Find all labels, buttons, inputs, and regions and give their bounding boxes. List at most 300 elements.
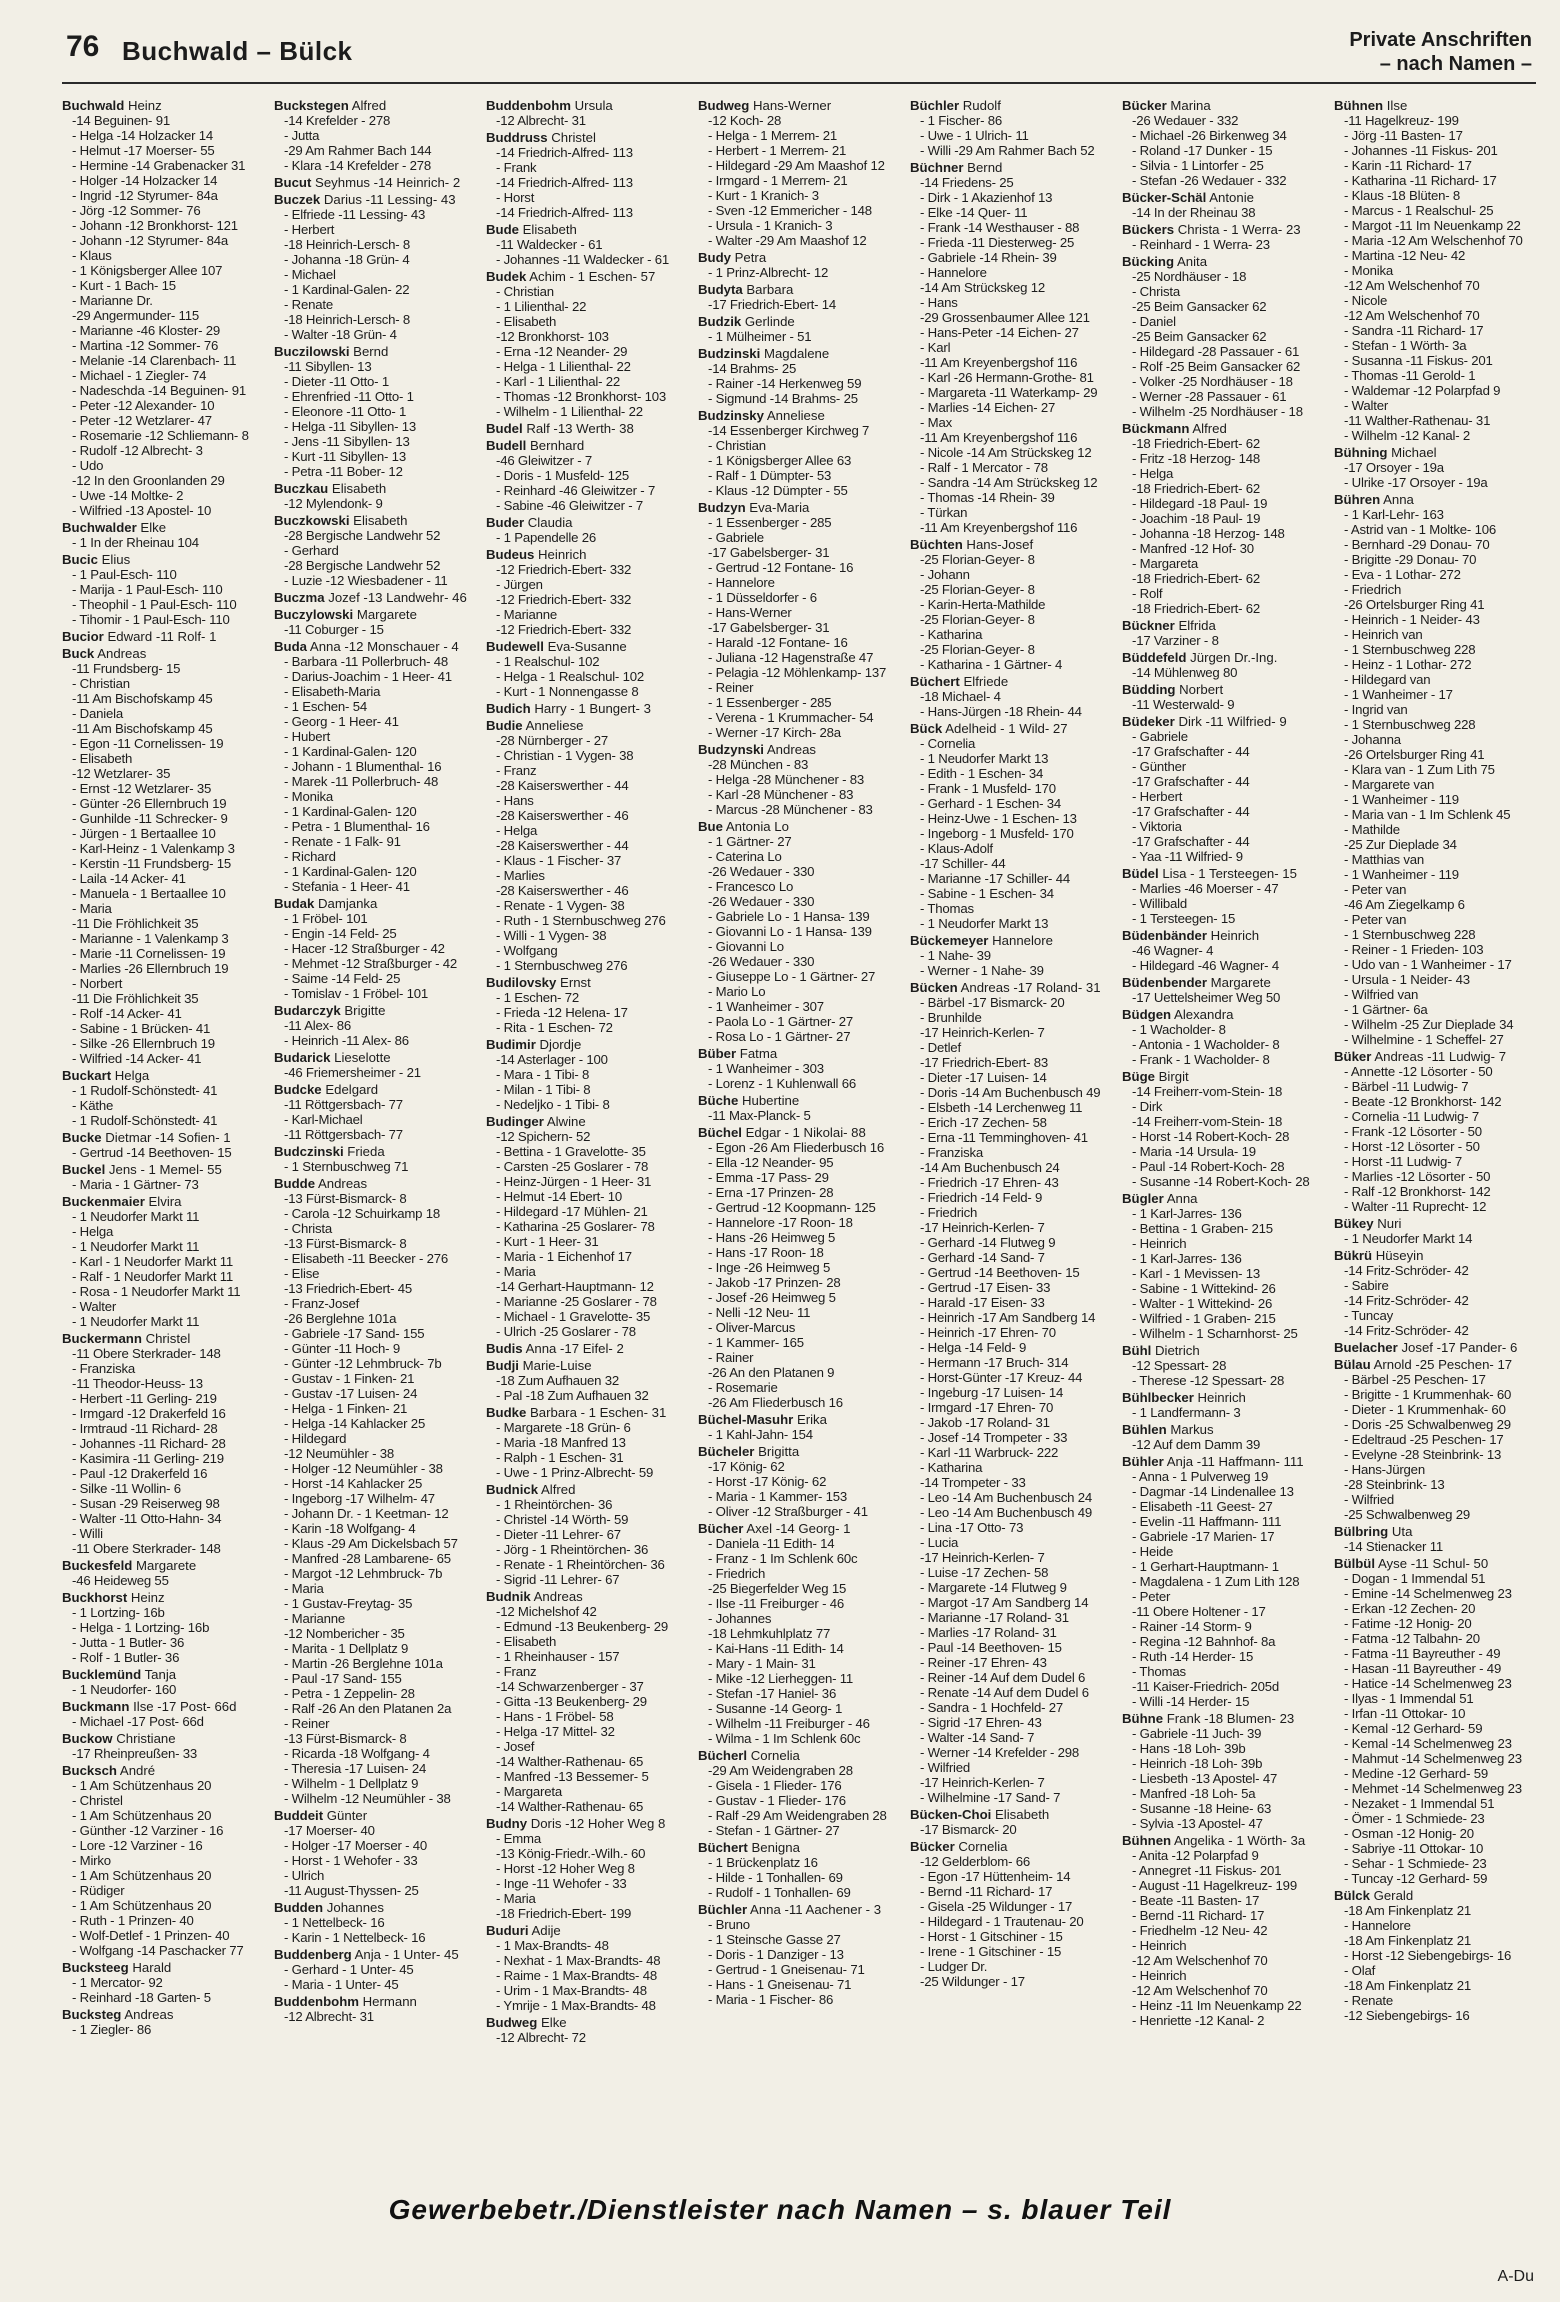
entry-address-line: - Ralph - 1 Eschen- 31 xyxy=(496,1450,624,1465)
entry-address-line: - Helga xyxy=(1132,466,1174,481)
entry-given-name: Heinz xyxy=(127,98,162,113)
entry-address-line: - Fatma -11 Bayreuther - 49 xyxy=(1344,1646,1501,1661)
entry-given-name: Dietrich xyxy=(1154,1343,1200,1358)
entry-address-line: - Horst xyxy=(496,190,535,205)
entry-address-line: - Paul -12 Drakerfeld 16 xyxy=(72,1466,208,1481)
entry-address-line: - Christa xyxy=(284,1221,333,1236)
entry-address-line: - Tuncay -12 Gerhard- 59 xyxy=(1344,1871,1488,1886)
entry-address-line: - Thomas xyxy=(1132,1664,1186,1679)
entry-address-line: - Renate xyxy=(1344,1993,1393,2008)
entry-given-name: Harry - 1 Bungert- 3 xyxy=(534,701,651,716)
entry-address-line: - Harald -12 Fontane- 16 xyxy=(708,635,848,650)
entry-address-line: - Horst -17 König- 62 xyxy=(708,1474,827,1489)
entry-address-line: -11 Theodor-Heuss- 13 xyxy=(72,1376,203,1391)
directory-entry xyxy=(274,513,476,588)
entry-given-name: Heinrich xyxy=(1210,928,1260,943)
entry-surname: Büdgen xyxy=(1122,1007,1172,1022)
entry-address-line: - Emma xyxy=(496,1831,541,1846)
entry-surname: Buduri xyxy=(486,1923,529,1938)
entry-name-line xyxy=(698,1902,900,1917)
entry-address-line: - Pelagia -12 Möhlenkamp- 137 xyxy=(708,665,887,680)
entry-address-line: - Heinrich - 1 Neider- 43 xyxy=(1344,612,1480,627)
entry-surname: Büchler xyxy=(910,98,960,113)
directory-entry xyxy=(698,282,900,312)
entry-address-line: - Nicole -14 Am Strückskeg 12 xyxy=(920,445,1092,460)
entry-surname: Bückmann xyxy=(1122,421,1190,436)
section-heading xyxy=(1349,28,1532,76)
entry-address-line: - Franz-Josef xyxy=(284,1296,360,1311)
entry-given-name: Frieda xyxy=(347,1144,385,1159)
entry-address-line: - Johanna -18 Grün- 4 xyxy=(284,252,410,267)
entry-address-line: - Willi - 1 Vygen- 38 xyxy=(496,928,607,943)
entry-address-line: - Wilfried xyxy=(920,1760,971,1775)
directory-entry xyxy=(486,1358,688,1403)
entry-address-line: - Rolf -25 Beim Gansacker 62 xyxy=(1132,359,1301,374)
entry-address-line: - Horst-Günter -17 Kreuz- 44 xyxy=(920,1370,1083,1385)
directory-entry xyxy=(910,1807,1112,1837)
entry-address-line: -17 Schiller- 44 xyxy=(920,856,1006,871)
entry-address-line: - Kurt - 1 Bach- 15 xyxy=(72,278,176,293)
entry-address-line: -11 Sibyllen- 13 xyxy=(284,359,372,374)
entry-address-line: - Cornelia -11 Ludwig- 7 xyxy=(1344,1109,1479,1124)
entry-address-line: - Thomas xyxy=(920,901,974,916)
entry-name-line xyxy=(1334,1524,1536,1539)
entry-address-line: - Ralf -29 Am Weidengraben 28 xyxy=(708,1808,887,1823)
entry-address-line: -28 Bergische Landwehr 52 xyxy=(284,528,441,543)
entry-address-line: - Heinz-Jürgen - 1 Heer- 31 xyxy=(496,1174,652,1189)
directory-entry xyxy=(274,1050,476,1080)
entry-address-line: - Thomas -12 Bronkhorst- 103 xyxy=(496,389,667,404)
entry-surname: Bühren xyxy=(1334,492,1381,507)
entry-address-line: -26 Wedauer - 330 xyxy=(708,954,815,969)
entry-address-line: - Mehmet -14 Schelmenweg 23 xyxy=(1344,1781,1522,1796)
entry-address-line: -11 Röttgersbach- 77 xyxy=(284,1127,403,1142)
entry-name-line xyxy=(274,192,476,207)
directory-entry xyxy=(1122,222,1324,252)
entry-address-line: - Heinrich van xyxy=(1344,627,1423,642)
entry-address-line: -25 Zur Dieplade 34 xyxy=(1344,837,1457,852)
entry-surname: Budek xyxy=(486,269,527,284)
directory-entry xyxy=(1334,1524,1536,1554)
directory-column xyxy=(910,98,1112,2178)
entry-address-line: -12 Albrecht- 31 xyxy=(284,2009,374,2024)
entry-given-name: Erika xyxy=(796,1412,827,1427)
entry-address-line: - Marlies xyxy=(496,868,545,883)
directory-entry xyxy=(274,639,476,894)
entry-given-name: Cornelia xyxy=(958,1839,1008,1854)
entry-address-line: - Horst -12 Siebengebirgs- 16 xyxy=(1344,1948,1512,1963)
entry-address-line: - 1 Wanheimer - 307 xyxy=(708,999,824,1014)
entry-surname: Büche xyxy=(698,1093,739,1108)
entry-address-line: -18 Friedrich-Ebert- 62 xyxy=(1132,601,1261,616)
entry-address-line: - Silke -26 Ellernbruch 19 xyxy=(72,1036,215,1051)
entry-given-name: Christa - 1 Werra- 23 xyxy=(1177,222,1301,237)
directory-entry xyxy=(910,674,1112,719)
directory-entry xyxy=(698,742,900,817)
entry-surname: Budell xyxy=(486,438,527,453)
entry-address-line: - Mathilde xyxy=(1344,822,1400,837)
entry-address-line: - Renate - 1 Vygen- 38 xyxy=(496,898,625,913)
entry-address-line: - Willi -29 Am Rahmer Bach 52 xyxy=(920,143,1095,158)
entry-name-line xyxy=(62,1590,264,1605)
entry-address-line: - Josef xyxy=(496,1739,535,1754)
entry-surname: Budarick xyxy=(274,1050,331,1065)
entry-address-line: - Gerhard -14 Flutweg 9 xyxy=(920,1235,1056,1250)
entry-address-line: - Petra -11 Bober- 12 xyxy=(284,464,403,479)
entry-address-line: -14 Walther-Rathenau- 65 xyxy=(496,1799,644,1814)
entry-name-line xyxy=(910,537,1112,552)
entry-surname: Buckesfeld xyxy=(62,1558,133,1573)
entry-name-line xyxy=(1122,682,1324,697)
entry-address-line: - Wilfried van xyxy=(1344,987,1419,1002)
entry-address-line: - Kurt - 1 Heer- 31 xyxy=(496,1234,599,1249)
entry-surname: Buckart xyxy=(62,1068,112,1083)
entry-address-line: - Horst -14 Kahlacker 25 xyxy=(284,1476,423,1491)
entry-name-line xyxy=(62,1162,264,1177)
entry-address-line: - Wilfried xyxy=(1344,1492,1395,1507)
entry-address-line: - Susanna -11 Fiskus- 201 xyxy=(1344,353,1493,368)
entry-surname: Bülck xyxy=(1334,1888,1370,1903)
entry-address-line: - Rolf -14 Acker- 41 xyxy=(72,1006,182,1021)
entry-address-line: -17 König- 62 xyxy=(708,1459,785,1474)
entry-name-line xyxy=(486,1341,688,1356)
entry-address-line: - Harald -17 Eisen- 33 xyxy=(920,1295,1045,1310)
entry-address-line: -12 Auf dem Damm 39 xyxy=(1132,1437,1261,1452)
entry-address-line: - Petra - 1 Zeppelin- 28 xyxy=(284,1686,415,1701)
entry-address-line: - Walter -11 Ruprecht- 12 xyxy=(1344,1199,1487,1214)
entry-address-line: - Irfan -11 Ottokar- 10 xyxy=(1344,1706,1466,1721)
entry-address-line: - Manuela - 1 Bertaallee 10 xyxy=(72,886,226,901)
entry-address-line: - Matthias van xyxy=(1344,852,1425,867)
entry-given-name: Anja - 1 Unter- 45 xyxy=(354,1947,459,1962)
entry-address-line: - Carola -12 Schuirkamp 18 xyxy=(284,1206,441,1221)
entry-address-line: - Karl -28 Münchener - 83 xyxy=(708,787,854,802)
directory-entry xyxy=(62,1731,264,1761)
entry-address-line: - Helga -14 Kahlacker 25 xyxy=(284,1416,426,1431)
entry-address-line: -12 In den Groonlanden 29 xyxy=(72,473,225,488)
entry-name-line xyxy=(698,1521,900,1536)
directory-entry xyxy=(1122,1069,1324,1189)
entry-address-line: - Regina -12 Bahnhof- 8a xyxy=(1132,1634,1276,1649)
entry-address-line: - Maria van - 1 Im Schlenk 45 xyxy=(1344,807,1511,822)
entry-address-line: - Urim - 1 Max-Brandts- 48 xyxy=(496,1983,647,1998)
directory-entry xyxy=(274,896,476,1001)
entry-address-line: - Heinrich xyxy=(1132,1938,1187,1953)
entry-given-name: Djordje xyxy=(539,1037,582,1052)
entry-surname: Bücker xyxy=(910,1839,955,1854)
entry-surname: Büchert xyxy=(698,1840,748,1855)
entry-address-line: - Hildegard -46 Wagner- 4 xyxy=(1132,958,1279,973)
entry-address-line: -18 Friedrich-Ebert- 62 xyxy=(1132,436,1261,451)
entry-address-line: -17 Friedrich-Ebert- 83 xyxy=(920,1055,1049,1070)
entry-given-name: Elfriede xyxy=(963,674,1009,689)
directory-entry xyxy=(486,1589,688,1814)
entry-given-name: Petra xyxy=(734,250,767,265)
entry-surname: Buckmann xyxy=(62,1699,130,1714)
directory-entry xyxy=(698,98,900,248)
page-number: 76 xyxy=(66,30,100,63)
entry-address-line: - Josef -14 Trompeter - 33 xyxy=(920,1430,1068,1445)
directory-entry xyxy=(62,1130,264,1160)
entry-given-name: Andreas xyxy=(97,646,147,661)
entry-surname: Budeus xyxy=(486,547,535,562)
entry-address-line: - 1 Wanheimer - 119 xyxy=(1344,792,1459,807)
directory-entry xyxy=(486,547,688,637)
entry-given-name: Ursula xyxy=(574,98,613,113)
entry-address-line: - 1 Paul-Esch- 110 xyxy=(72,567,177,582)
entry-address-line: - Laila -14 Acker- 41 xyxy=(72,871,186,886)
entry-given-name: Antonia Lo xyxy=(725,819,789,834)
entry-given-name: Barbara - 1 Eschen- 31 xyxy=(529,1405,667,1420)
entry-address-line: -46 Heideweg 55 xyxy=(72,1573,169,1588)
entry-address-line: - Wolf-Detlef - 1 Prinzen- 40 xyxy=(72,1928,230,1943)
entry-address-line: - Tomislav - 1 Fröbel- 101 xyxy=(284,986,429,1001)
entry-address-line: - Dieter -17 Luisen- 14 xyxy=(920,1070,1047,1085)
entry-address-line: -14 Stienacker 11 xyxy=(1344,1539,1443,1554)
entry-given-name: Marina xyxy=(1170,98,1211,113)
entry-surname: Budczinski xyxy=(274,1144,344,1159)
entry-address-line: - Sandra - 1 Hochfeld- 27 xyxy=(920,1700,1064,1715)
entry-address-line: -14 Freiherr-vom-Stein- 18 xyxy=(1132,1084,1283,1099)
directory-entry xyxy=(62,520,264,550)
entry-address-line: -26 Am Fliederbusch 16 xyxy=(708,1395,843,1410)
entry-name-line xyxy=(1122,222,1324,237)
entry-name-line xyxy=(274,896,476,911)
entry-address-line: - Kurt - 1 Nonnengasse 8 xyxy=(496,684,639,699)
directory-entry xyxy=(274,192,476,342)
entry-address-line: - Ralf - 1 Neudorfer Markt 11 xyxy=(72,1269,234,1284)
entry-address-line: -11 Am Kreyenbergshof 116 xyxy=(920,355,1078,370)
entry-address-line: - Ömer - 1 Schmiede- 23 xyxy=(1344,1811,1485,1826)
entry-address-line: -17 Heinrich-Kerlen- 7 xyxy=(920,1775,1045,1790)
entry-address-line: - Erna -17 Prinzen- 28 xyxy=(708,1185,834,1200)
entry-address-line: - Marianne -17 Roland- 31 xyxy=(920,1610,1069,1625)
directory-entry xyxy=(1334,1216,1536,1246)
entry-address-line: - Margareta xyxy=(496,1784,562,1799)
entry-given-name: Hans-Josef xyxy=(966,537,1034,552)
entry-address-line: -11 Obere Sterkrader- 148 xyxy=(72,1541,221,1556)
entry-name-line xyxy=(274,639,476,654)
entry-surname: Budden xyxy=(274,1900,324,1915)
directory-entry xyxy=(698,1840,900,1900)
entry-address-line: - Hacer -12 Straßburger - 42 xyxy=(284,941,445,956)
entry-address-line: -28 Steinbrink- 13 xyxy=(1344,1477,1445,1492)
entry-address-line: - Marlies -46 Moerser - 47 xyxy=(1132,881,1279,896)
entry-address-line: - Inge -26 Heimweg 5 xyxy=(708,1260,831,1275)
entry-address-line: - Olaf xyxy=(1344,1963,1376,1978)
entry-address-line: -17 Grafschafter - 44 xyxy=(1132,834,1250,849)
entry-name-line xyxy=(698,742,900,757)
entry-address-line: -18 Am Finkenplatz 21 xyxy=(1344,1978,1472,1993)
entry-name-line xyxy=(698,1412,900,1427)
entry-address-line: - Theophil - 1 Paul-Esch- 110 xyxy=(72,597,237,612)
entry-address-line: - Rosa - 1 Neudorfer Markt 11 xyxy=(72,1284,241,1299)
entry-address-line: - Stefania - 1 Heer- 41 xyxy=(284,879,410,894)
entry-address-line: - Lina -17 Otto- 73 xyxy=(920,1520,1024,1535)
directory-column xyxy=(62,98,264,2178)
entry-address-line: - Willibald xyxy=(1132,896,1187,911)
entry-surname: Budinger xyxy=(486,1114,544,1129)
entry-name-line xyxy=(1334,1340,1536,1355)
directory-entry xyxy=(62,1558,264,1588)
directory-column xyxy=(1334,98,1536,2178)
entry-surname: Budel xyxy=(486,421,523,436)
entry-surname: Budak xyxy=(274,896,315,911)
entry-address-line: - Monika xyxy=(1344,263,1393,278)
entry-address-line: - Franziska xyxy=(72,1361,136,1376)
directory-entry xyxy=(274,607,476,637)
directory-entry xyxy=(1122,650,1324,680)
entry-address-line: -12 Friedrich-Ebert- 332 xyxy=(496,562,632,577)
directory-entry xyxy=(698,314,900,344)
entry-address-line: - Leo -14 Am Buchenbusch 49 xyxy=(920,1505,1093,1520)
entry-surname: Büchten xyxy=(910,537,963,552)
entry-address-line: - Katharina -25 Goslarer- 78 xyxy=(496,1219,655,1234)
entry-address-line: - Rita - 1 Eschen- 72 xyxy=(496,1020,613,1035)
entry-surname: Büber xyxy=(698,1046,737,1061)
entry-given-name: Tanja xyxy=(144,1667,177,1682)
entry-address-line: - Hans xyxy=(920,295,958,310)
entry-address-line: - Marianne Dr. xyxy=(72,293,153,308)
entry-address-line: - Marianne - 1 Valenkamp 3 xyxy=(72,931,229,946)
entry-name-line xyxy=(274,1808,476,1823)
entry-given-name: Andreas xyxy=(124,2007,174,2022)
entry-address-line: - Marianne -17 Schiller- 44 xyxy=(920,871,1070,886)
entry-address-line: - Gertrud -14 Beethoven- 15 xyxy=(72,1145,232,1160)
directory-entry xyxy=(486,222,688,267)
entry-address-line: - Franziska xyxy=(920,1145,984,1160)
entry-address-line: -26 Wedauer - 330 xyxy=(708,894,815,909)
directory-entry xyxy=(910,160,1112,535)
entry-address-line: - Lucia xyxy=(920,1535,959,1550)
entry-address-line: -17 Gabelsberger- 31 xyxy=(708,545,830,560)
entry-surname: Büge xyxy=(1122,1069,1155,1084)
entry-given-name: Seyhmus -14 Heinrich- 2 xyxy=(315,175,461,190)
entry-given-name: Josef -17 Pander- 6 xyxy=(1401,1340,1518,1355)
entry-address-line: -25 Nordhäuser - 18 xyxy=(1132,269,1247,284)
entry-address-line: - Ingeburg -17 Luisen- 14 xyxy=(920,1385,1064,1400)
entry-name-line xyxy=(486,1405,688,1420)
entry-address-line: -11 Coburger - 15 xyxy=(284,622,384,637)
entry-address-line: - Detlef xyxy=(920,1040,961,1055)
entry-address-line: -14 Mühlenweg 80 xyxy=(1132,665,1238,680)
entry-address-line: - Mario Lo xyxy=(708,984,766,999)
entry-address-line: - Heinrich xyxy=(1132,1968,1187,1983)
entry-address-line: - Helga -11 Sibyllen- 13 xyxy=(284,419,417,434)
entry-given-name: Anneliese xyxy=(525,718,584,733)
entry-address-line: - Klaus -18 Blüten- 8 xyxy=(1344,188,1461,203)
entry-given-name: Anna -17 Eifel- 2 xyxy=(525,1341,624,1356)
entry-address-line: - Hans-Werner xyxy=(708,605,792,620)
entry-address-line: - Waldemar -12 Polarpfad 9 xyxy=(1344,383,1501,398)
entry-address-line: - 1 Lilienthal- 22 xyxy=(496,299,587,314)
entry-address-line: -26 Ortelsburger Ring 41 xyxy=(1344,597,1485,612)
entry-address-line: - Frank - 1 Wacholder- 8 xyxy=(1132,1052,1270,1067)
entry-address-line: -11 Am Bischofskamp 45 xyxy=(72,691,213,706)
entry-given-name: Andreas -11 Ludwig- 7 xyxy=(1374,1049,1507,1064)
entry-address-line: - Franz xyxy=(496,1664,537,1679)
entry-address-line: - Rolf - 1 Butler- 36 xyxy=(72,1650,180,1665)
entry-name-line xyxy=(910,721,1112,736)
entry-address-line: - Klaus -12 Dümpter - 55 xyxy=(708,483,848,498)
entry-address-line: - Maria xyxy=(496,1891,536,1906)
directory-entry xyxy=(698,1093,900,1123)
entry-address-line: -26 Wedauer - 330 xyxy=(708,864,815,879)
entry-address-line: - Heinz -11 Im Neuenkamp 22 xyxy=(1132,1998,1302,2013)
entry-address-line: - 1 Am Schützenhaus 20 xyxy=(72,1868,212,1883)
entry-address-line: - Marcus - 1 Realschul- 25 xyxy=(1344,203,1494,218)
entry-address-line: - Marlies -14 Eichen- 27 xyxy=(920,400,1056,415)
entry-address-line: - Elisabeth -11 Beecker - 276 xyxy=(284,1251,449,1266)
entry-address-line: -12 Siebengebirgs- 16 xyxy=(1344,2008,1470,2023)
entry-address-line: - Reiner - 1 Frieden- 103 xyxy=(1344,942,1484,957)
entry-name-line xyxy=(698,1125,900,1140)
entry-name-line xyxy=(486,421,688,436)
entry-name-line xyxy=(62,629,264,644)
entry-address-line: - 1 Gerhart-Hauptmann- 1 xyxy=(1132,1559,1279,1574)
entry-address-line: - 1 Am Schützenhaus 20 xyxy=(72,1808,212,1823)
entry-address-line: - Astrid van - 1 Moltke- 106 xyxy=(1344,522,1496,537)
entry-address-line: - Christa xyxy=(1132,284,1181,299)
entry-address-line: - Liesbeth -13 Apostel- 47 xyxy=(1132,1771,1278,1786)
entry-name-line xyxy=(486,1816,688,1831)
entry-name-line xyxy=(62,1731,264,1746)
entry-address-line: - Annegret -11 Fiskus- 201 xyxy=(1132,1863,1282,1878)
entry-given-name: Ernst xyxy=(560,975,591,990)
entry-address-line: - Herbert xyxy=(284,222,335,237)
entry-address-line: - Francesco Lo xyxy=(708,879,794,894)
entry-surname: Bükey xyxy=(1334,1216,1374,1231)
entry-address-line: - Jutta - 1 Butler- 36 xyxy=(72,1635,185,1650)
entry-address-line: - 1 Kardinal-Galen- 120 xyxy=(284,804,417,819)
entry-given-name: Gerald xyxy=(1373,1888,1414,1903)
entry-address-line: -17 Bismarck- 20 xyxy=(920,1822,1017,1837)
entry-given-name: Elius xyxy=(101,552,131,567)
entry-address-line: - Irmgard -12 Drakerfeld 16 xyxy=(72,1406,226,1421)
entry-address-line: - Werner - 1 Nahe- 39 xyxy=(920,963,1044,978)
directory-entry xyxy=(1122,928,1324,973)
entry-name-line xyxy=(1334,1248,1536,1263)
entry-address-line: - Heinrich xyxy=(1132,1236,1187,1251)
entry-address-line: - Erna -11 Temminghoven- 41 xyxy=(920,1130,1088,1145)
directory-entry xyxy=(62,1162,264,1192)
entry-surname: Buckow xyxy=(62,1731,113,1746)
entry-surname: Budweg xyxy=(698,98,750,113)
entry-address-line: -17 Heinrich-Kerlen- 7 xyxy=(920,1025,1045,1040)
entry-given-name: Elvira xyxy=(148,1194,182,1209)
directory-entry xyxy=(1122,1454,1324,1709)
entry-address-line: - Maria - 1 Fischer- 86 xyxy=(708,1992,834,2007)
entry-given-name: Ayse -11 Schul- 50 xyxy=(1377,1556,1489,1571)
entry-surname: Büdel xyxy=(1122,866,1159,881)
entry-address-line: - 1 Kammer- 165 xyxy=(708,1335,804,1350)
entry-name-line xyxy=(486,1358,688,1373)
entry-name-line xyxy=(1122,1069,1324,1084)
entry-given-name: Bernd xyxy=(353,344,389,359)
entry-address-line: - Hans -26 Heimweg 5 xyxy=(708,1230,836,1245)
entry-name-line xyxy=(62,1960,264,1975)
entry-address-line: - Katharina xyxy=(920,627,983,642)
entry-name-line xyxy=(274,175,476,190)
entry-address-line: -28 Nürnberger - 27 xyxy=(496,733,609,748)
entry-given-name: Achim - 1 Eschen- 57 xyxy=(529,269,656,284)
entry-name-line xyxy=(910,1807,1112,1822)
entry-address-line: - 1 Neudorfer Markt 11 xyxy=(72,1209,200,1224)
entry-address-line: - Mike -12 Lierheggen- 11 xyxy=(708,1671,854,1686)
entry-address-line: - Stefan -17 Haniel- 36 xyxy=(708,1686,837,1701)
entry-address-line: - 1 Königsberger Allee 63 xyxy=(708,453,852,468)
entry-given-name: Rudolf xyxy=(962,98,1001,113)
